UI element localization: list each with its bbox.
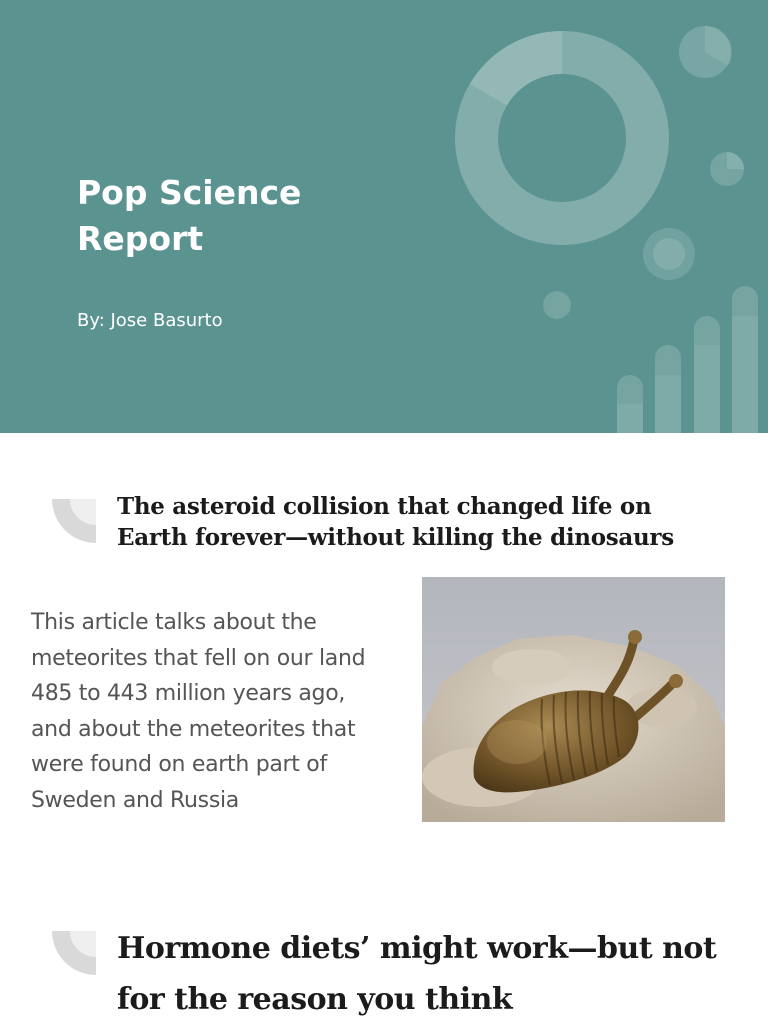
author-subtitle: By: Jose Basurto xyxy=(77,310,223,331)
summary-line: and about the meteorites that xyxy=(31,716,356,742)
headline-line: Earth forever—without killing the dinosaurs xyxy=(117,524,674,551)
article-1-summary xyxy=(31,605,403,818)
trilobite-fossil-photo xyxy=(422,577,725,822)
headline-line: The asteroid collision that changed life on xyxy=(117,493,652,520)
summary-line: This article talks about the xyxy=(31,610,317,635)
article-2-headline xyxy=(117,923,737,1024)
headline-line: Hormone diets’ might work—but not xyxy=(117,931,717,966)
summary-line: were found on earth part of xyxy=(31,752,327,777)
summary-line: Sweden and Russia xyxy=(31,787,239,813)
article-1-headline xyxy=(117,491,737,553)
quote-corner-icon xyxy=(52,499,96,543)
summary-line: meteorites that fell on our land xyxy=(31,645,366,671)
summary-line: 485 to 443 million years ago, xyxy=(31,681,346,706)
quote-corner-icon xyxy=(52,931,96,975)
article-slide-1 xyxy=(0,433,768,883)
title-slide xyxy=(0,0,768,433)
article-slide-2 xyxy=(0,883,768,1024)
headline-line: for the reason you think xyxy=(117,982,513,1017)
presentation-title xyxy=(77,170,437,262)
title-line: Pop Science xyxy=(77,173,302,212)
title-line: Report xyxy=(77,219,204,258)
